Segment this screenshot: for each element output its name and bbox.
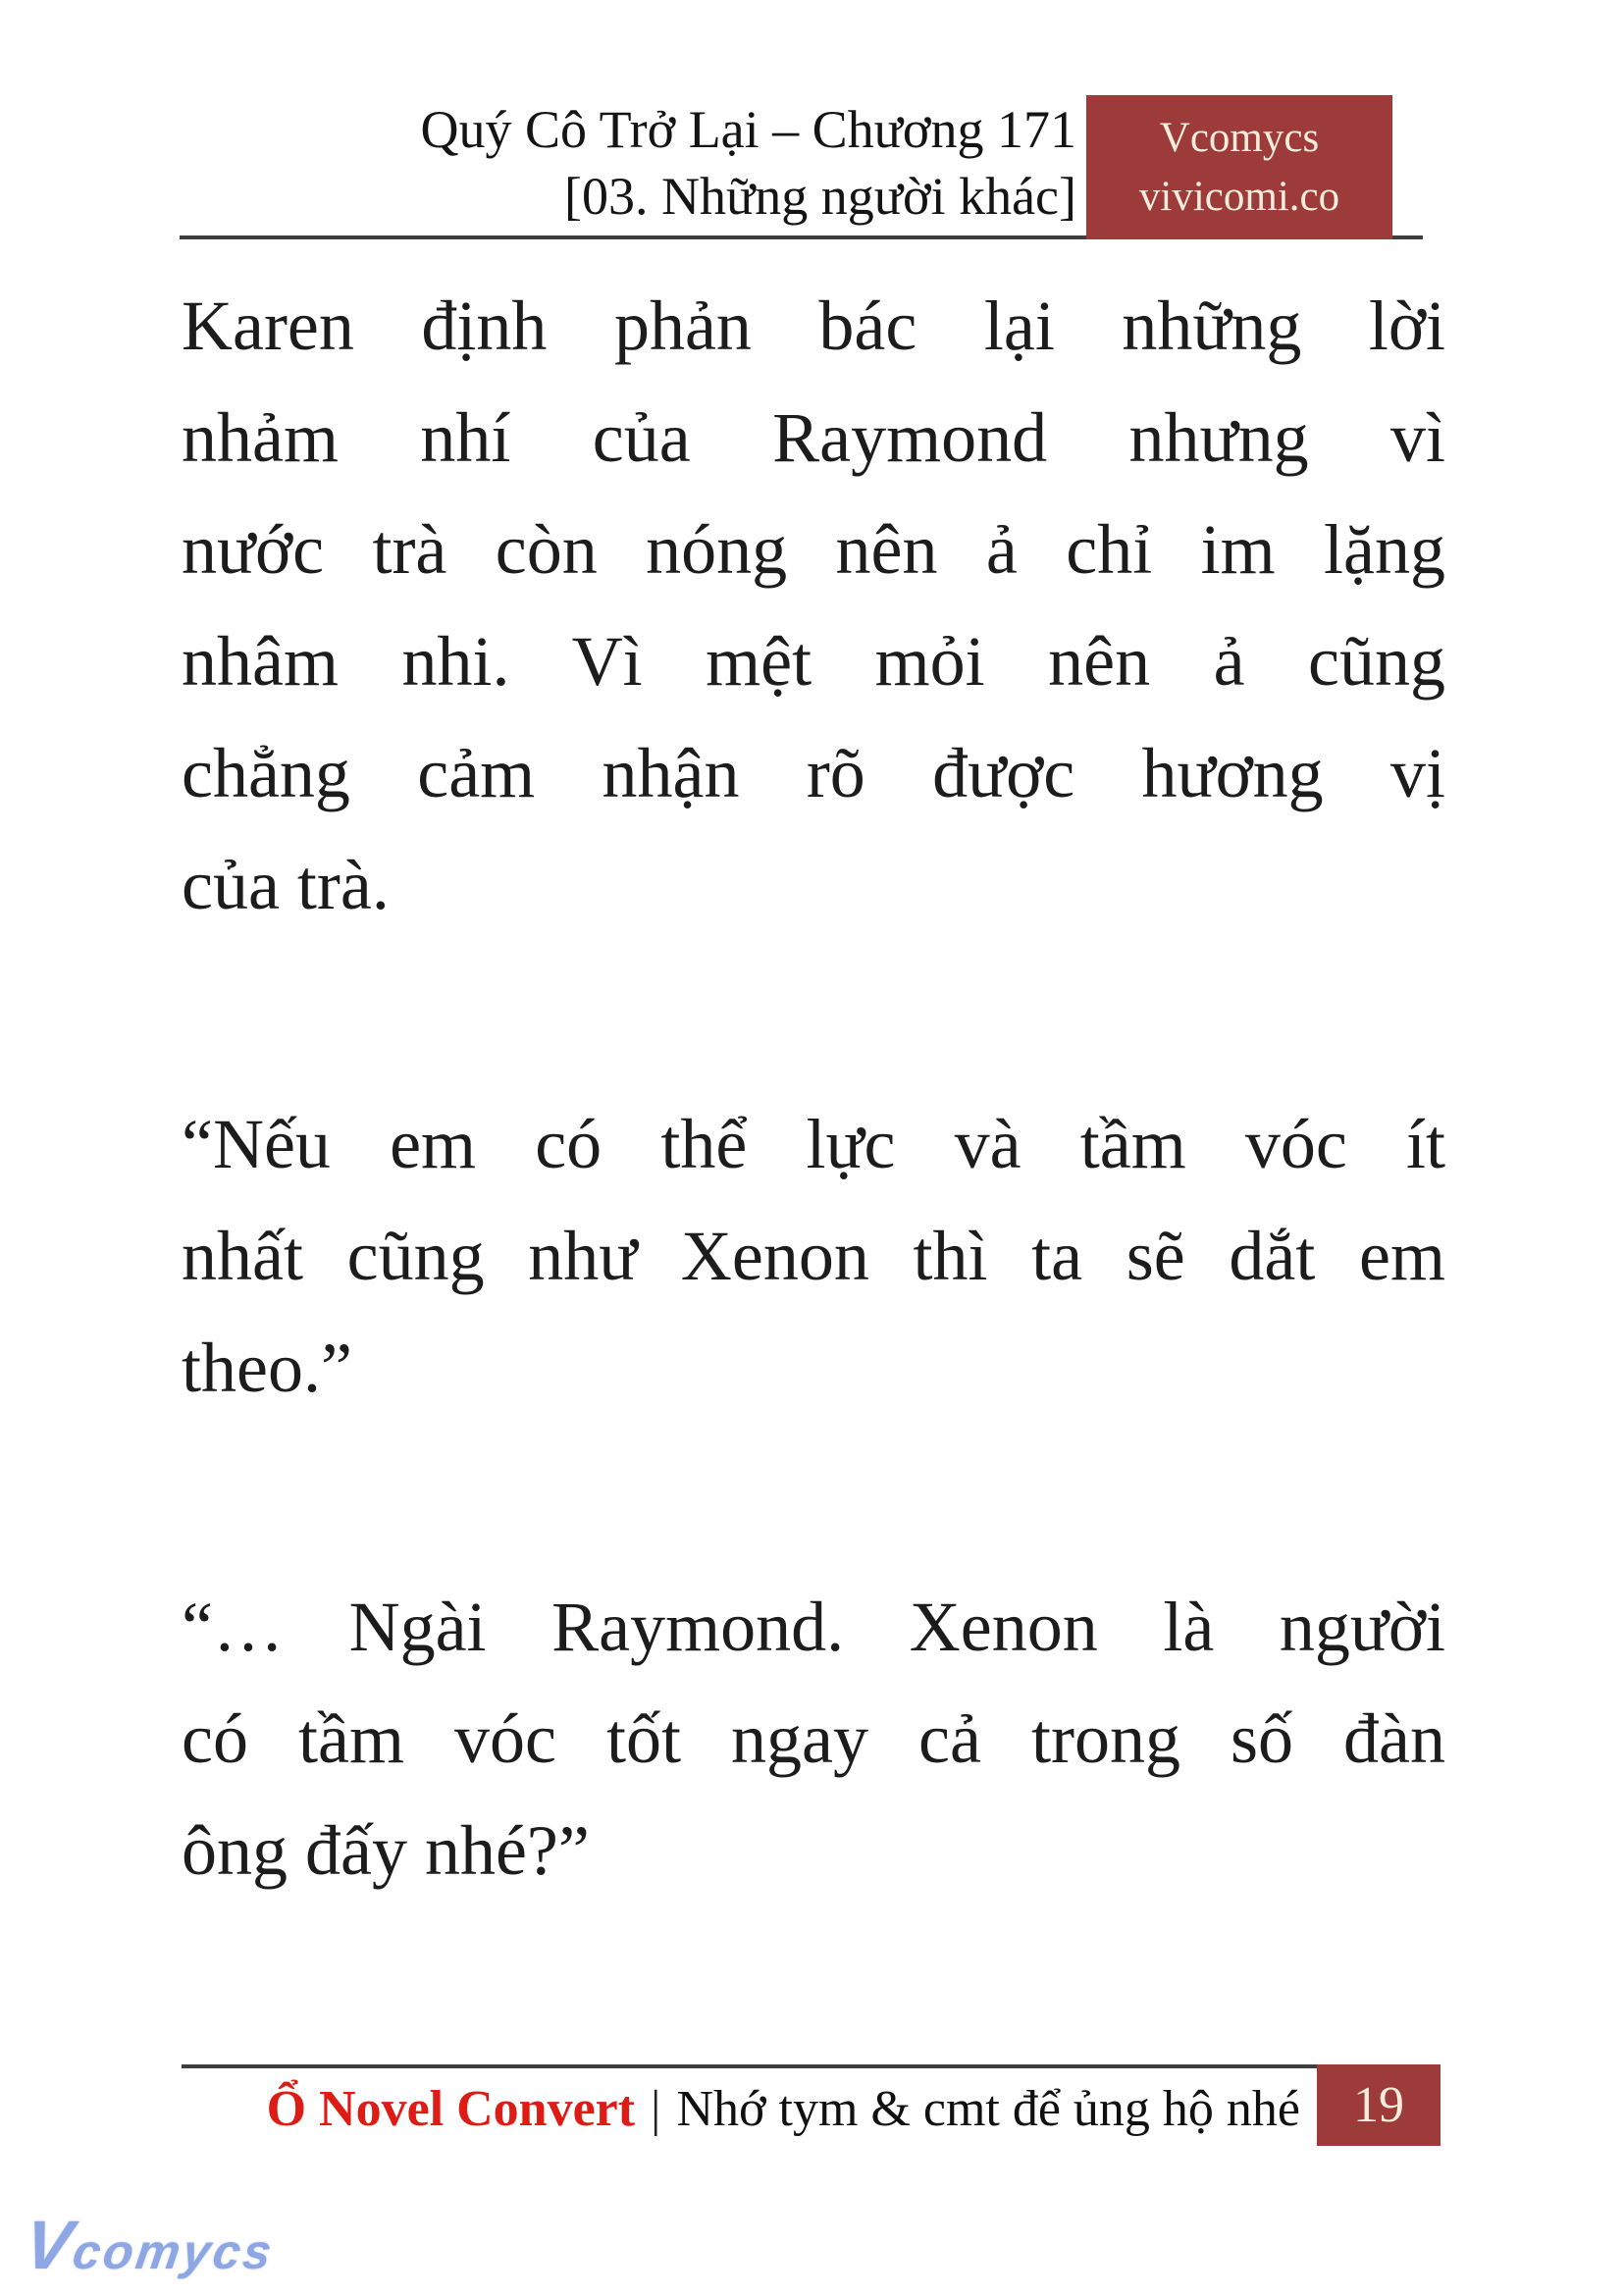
- text-line: Karen định phản bác lại những lời: [182, 287, 1445, 365]
- chapter-title-line2: [03. Những người khác]: [564, 167, 1076, 226]
- chapter-title: [421, 96, 1076, 230]
- footer-separator: |: [651, 2081, 661, 2137]
- body-text: [182, 270, 1445, 2054]
- text-line: nhâm nhi. Vì mệt mỏi nên ả cũng: [182, 622, 1445, 701]
- text-line: có tầm vóc tốt ngay cả trong số đàn: [182, 1699, 1445, 1778]
- brand-name: Vcomycs: [1159, 114, 1320, 161]
- footer-note: Nhớ tym & cmt để ủng hộ nhé: [676, 2081, 1300, 2137]
- text-line: nước trà còn nóng nên ả chỉ im lặng: [182, 510, 1445, 589]
- text-line: nhất cũng như Xenon thì ta sẽ dắt em: [182, 1217, 1445, 1295]
- text-line: chẳng cảm nhận rõ được hương vị: [182, 734, 1445, 812]
- chapter-title-line1: Quý Cô Trở Lại – Chương 171: [420, 100, 1076, 159]
- page-number-badge: 19: [1317, 2064, 1441, 2146]
- text-line: theo.”: [182, 1329, 352, 1407]
- paragraph: [182, 1088, 1445, 1424]
- page-footer: [182, 2074, 1300, 2145]
- text-line: “… Ngài Raymond. Xenon là người: [182, 1588, 1445, 1666]
- brand-site: vivicomi.co: [1138, 173, 1340, 220]
- text-line: của trà.: [182, 846, 390, 924]
- vcomycs-watermark-logo: Vcomycs: [20, 2207, 278, 2283]
- footer-divider-line: [182, 2064, 1317, 2068]
- text-line: nhảm nhí của Raymond nhưng vì: [182, 398, 1445, 477]
- footer-brand: Ổ Novel Convert: [266, 2081, 636, 2137]
- text-line: “Nếu em có thể lực và tầm vóc ít: [182, 1105, 1445, 1183]
- paragraph: [182, 1571, 1445, 1906]
- paragraph: [182, 270, 1445, 941]
- brand-box: [1086, 95, 1392, 239]
- text-line: ông đấy nhé?”: [182, 1811, 590, 1890]
